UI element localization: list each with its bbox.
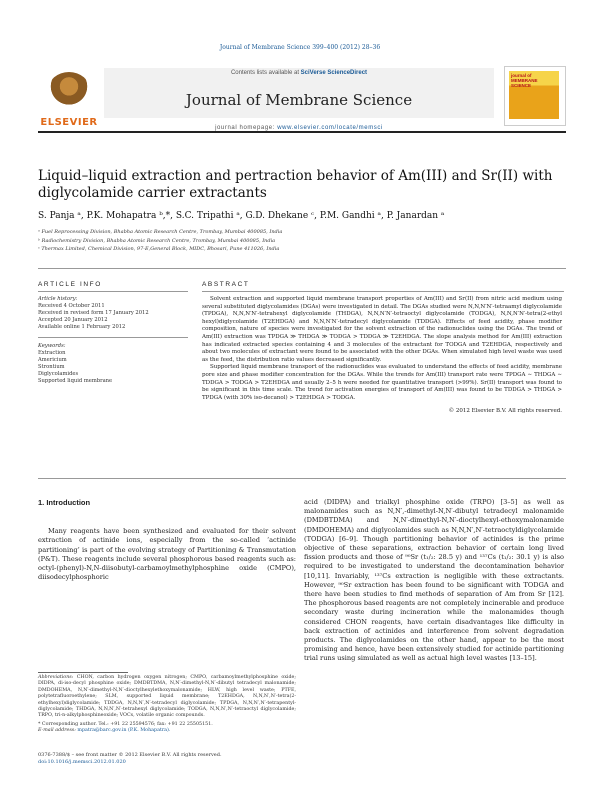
- body-paragraph: Many reagents have been synthesized and evaluated for their solvent extraction of actinide ions, especially from the so-called ‘actinide partitioning’ is part of the evolving strategy of Partitioning & Transmutation (P&T). These reagents include several phosphorous based reagents such as: octyl-(phenyl)-N,N-diisobutyl-carbamoylmethylphosphine oxide (CMPO), diisodecylphosphoric: [38, 527, 296, 582]
- affiliation-c: ᶜ Thermax Limited, Chemical Division, 97-E,General Block, MIDC, Bhosari, Pune 411026, India: [38, 246, 280, 252]
- keyword: Americium: [38, 356, 67, 363]
- keyword: Diglycolamides: [38, 370, 79, 377]
- issn-line: 0376-7388/$ – see front matter © 2012 Elsevier B.V. All rights reserved.: [38, 752, 222, 758]
- corresponding-author: * Corresponding author. Tel.: +91 22 25594576; fax: +91 22 25505151.: [38, 721, 213, 727]
- homepage-link[interactable]: www.elsevier.com/locate/memsci: [277, 125, 383, 131]
- body-paragraph: acid (DIDPA) and trialkyl phosphine oxide (TRPO) [3–5] as well as malonamides such as N,N′,-dimethyl-N,N′-dibutyl tetradecyl malonamide (DMDBTDMA) and N,N′-dimethyl-N,N′-dioctylhexyl-ethoxymalonamide (DMDOHEMA) and diglycolamides such as N,N,N′,N′-tetraoctyldiglycolamide (TODGA) [6–9]. Though partitioning behavior of actinides is the prime objective of these separations, extraction behavior of certain long lived fission products and those of ⁹⁰Sr (t₁/₂: 28.5 y) and ¹³⁷Cs (t₁/₂: 30.1 y) is also required to be investigated to understand the decontamination behavior [10,11]. Invariably, ¹³⁷Cs extraction is negligible with these extractants. However, ⁹⁰Sr extraction has been found to be significant with TODGA and there have been studies to find methods of separation of Am from Sr [12]. The phosphorous based reagents are not completely incinerable and produce secondary waste during incineration while the malonamides though considered CHON reagents, have certain disadvantages like difficulty in back extraction of actinides and interference from solvent degradation products. The diglycolamides on the other hand, appear to be the most promising and hence, have been extensively studied for actinide partitioning trial runs using simulated as well as actual high level wastes [13–15].: [304, 498, 564, 663]
- affiliation-a: ᵃ Fuel Reprocessing Division, Bhabha Atomic Research Centre, Trombay, Mumbai 400085, India: [38, 229, 283, 235]
- abstract-paragraph: Supported liquid membrane transport of the radionuclides was evaluated to understand the effects of feed acidity, membrane pore size and phase modifier concentration for the DGAs. While the trends for Am(III) transport rate were TPDGA ∼ THDGA ∼ TDDGA > TODGA > T2EHDGA and usually 2–5 h were needed for quantitative transport (>99%). Sr(II) transport was found to be significant in this time scale. The trend for activation energies of transport of Am(III) was found to be TDDGA > THDGA > TPDGA (with 30% iso-decanol) > T2EHDGA > TODGA.: [202, 364, 562, 401]
- abstract-paragraph: Solvent extraction and supported liquid membrane transport properties of Am(III) and Sr(II) from nitric acid medium using several substituted diglycolamides (DGAs) were investigated in detail. The DGAs studied were N,N,N′N′-tetraamyl diglycolamide (TPDGA), N,N,N′N′-tetrahexyl diglycolamide (THDGA), N,N,N′N′-tetraoctyl diglycolamide (TODGA), N,N,N′N′-tetra(2-ethyl hexyl)diglycolamide (T2EHDGA) and N,N,N′N′-tetradecyl diglycolamide (TDDGA). Effects of feed acidity, phase modifier composition, nature of species were investigated for the solvent extraction of the radionuclides using the DGAs. The trend of Am(III) extraction was TPDGA ≫ THDGA ≫ TODGA > TDDGA ≫ T2EHDGA. The slope analysis method for Am(III) extraction has indicated extracted species containing 4 and 3 molecules of the extractant for TODGA and T2EHDGA, respectively and about two molecules of extractant were found to be associated with the other DGAs. When simulated high level waste was used as the feed, the distribution ratio values decreased significantly.: [202, 296, 562, 363]
- affiliations: [38, 228, 558, 254]
- section-heading-introduction: 1. Introduction: [38, 498, 91, 507]
- page-footer: [38, 752, 296, 766]
- affiliation-b: ᵇ Radiochemistry Division, Bhabha Atomic Research Centre, Trombay, Mumbai 400085, India: [38, 237, 276, 244]
- journal-cover-thumbnail: [504, 66, 566, 126]
- keywords-label: Keywords:: [38, 342, 66, 349]
- divider: [38, 268, 566, 269]
- copyright-notice: © 2012 Elsevier B.V. All rights reserved.: [448, 408, 562, 415]
- history-item: Available online 1 February 2012: [38, 324, 126, 330]
- elsevier-logo: [38, 68, 100, 128]
- history-item: Accepted 20 January 2012: [38, 317, 108, 323]
- article-info-panel: [38, 296, 188, 385]
- body-right-column: [304, 498, 564, 664]
- info-divider: [38, 337, 188, 338]
- article-title: Liquid–liquid extraction and pertraction behavior of Am(III) and Sr(II) with diglycolamide carrier extractants: [38, 168, 553, 201]
- abstract-heading: ABSTRACT: [202, 281, 250, 288]
- sciencedirect-link[interactable]: SciVerse ScienceDirect: [300, 70, 368, 76]
- publisher-name: ELSEVIER: [40, 117, 98, 128]
- elsevier-tree-icon: [48, 72, 90, 108]
- contents-line: [104, 70, 494, 76]
- footnotes: [38, 675, 296, 735]
- history-label: Article history:: [38, 296, 78, 302]
- doi-link[interactable]: doi:10.1016/j.memsci.2012.01.020: [38, 759, 126, 765]
- history-item: Received 4 October 2011: [38, 303, 105, 309]
- info-rule: [38, 291, 188, 292]
- abbreviations-label: Abbreviations:: [38, 675, 74, 680]
- keyword: Strontium: [38, 363, 65, 370]
- contents-prefix: Contents lists available at: [230, 70, 301, 76]
- author-list: S. Panja ᵃ, P.K. Mohapatra ᵇ,*, S.C. Tripathi ᵃ, G.D. Dhekane ᶜ, P.M. Gandhi ᵃ, P. Janardan ᵃ: [38, 211, 445, 221]
- email-label: E-mail address:: [38, 728, 76, 734]
- cover-title: journal of MEMBRANE SCIENCE: [511, 73, 538, 88]
- footnote-rule: [38, 672, 128, 673]
- journal-title: Journal of Membrane Science: [185, 91, 413, 109]
- journal-reference[interactable]: Journal of Membrane Science 399–400 (2012) 28–36: [219, 44, 381, 51]
- history-item: Received in revised form 17 January 2012: [38, 310, 149, 316]
- abstract-rule: [202, 291, 564, 292]
- abstract-body: [202, 296, 562, 416]
- body-left-column: [38, 498, 296, 582]
- divider: [38, 478, 566, 479]
- email-link[interactable]: mpatra@barc.gov.in (P.K. Mohapatra).: [77, 728, 171, 734]
- header-rule: [38, 131, 566, 133]
- email-footnote: [38, 728, 296, 734]
- abbreviations-text: CHON, carbon hydrogen oxygen nitrogen; CMPO, carbamoylmethylphosphine oxide; DIDPA, di-iso-decyl phosphine oxide; DMDBTDMA, N,N′-dimethyl-N,N′-dibutyl tetradecyl malonamide; DMDOHEMA, N,N′-dimethyl-N,N′-dioctylhexylethoxymalonamide; HLW, high level waste; PTFE, polytetrafluoroethylene; SLM, supported liquid membrane; T2EHDGA, N,N,N′,N′-tetra(2-ethylhexyl)diglycolamide; TDDGA, N,N,N′,N′-tetradecyl diglycolamide; TPDGA, N,N,N′,N′-tetrapentyl-diglycolamide; THDGA, N,N,N′,N′-tetrahexyl diglycolamide; TODGA, N,N,N′,N′-tetraoctyl diglycolamide; TRPO, tri-n-alkylphosphineoxide; VOCs, volatile organic compounds.: [38, 675, 296, 719]
- homepage-prefix: journal homepage:: [215, 125, 278, 131]
- keyword: Supported liquid membrane: [38, 377, 113, 384]
- article-info-heading: ARTICLE INFO: [38, 281, 102, 288]
- abbreviations-footnote: [38, 675, 296, 720]
- keyword: Extraction: [38, 349, 66, 356]
